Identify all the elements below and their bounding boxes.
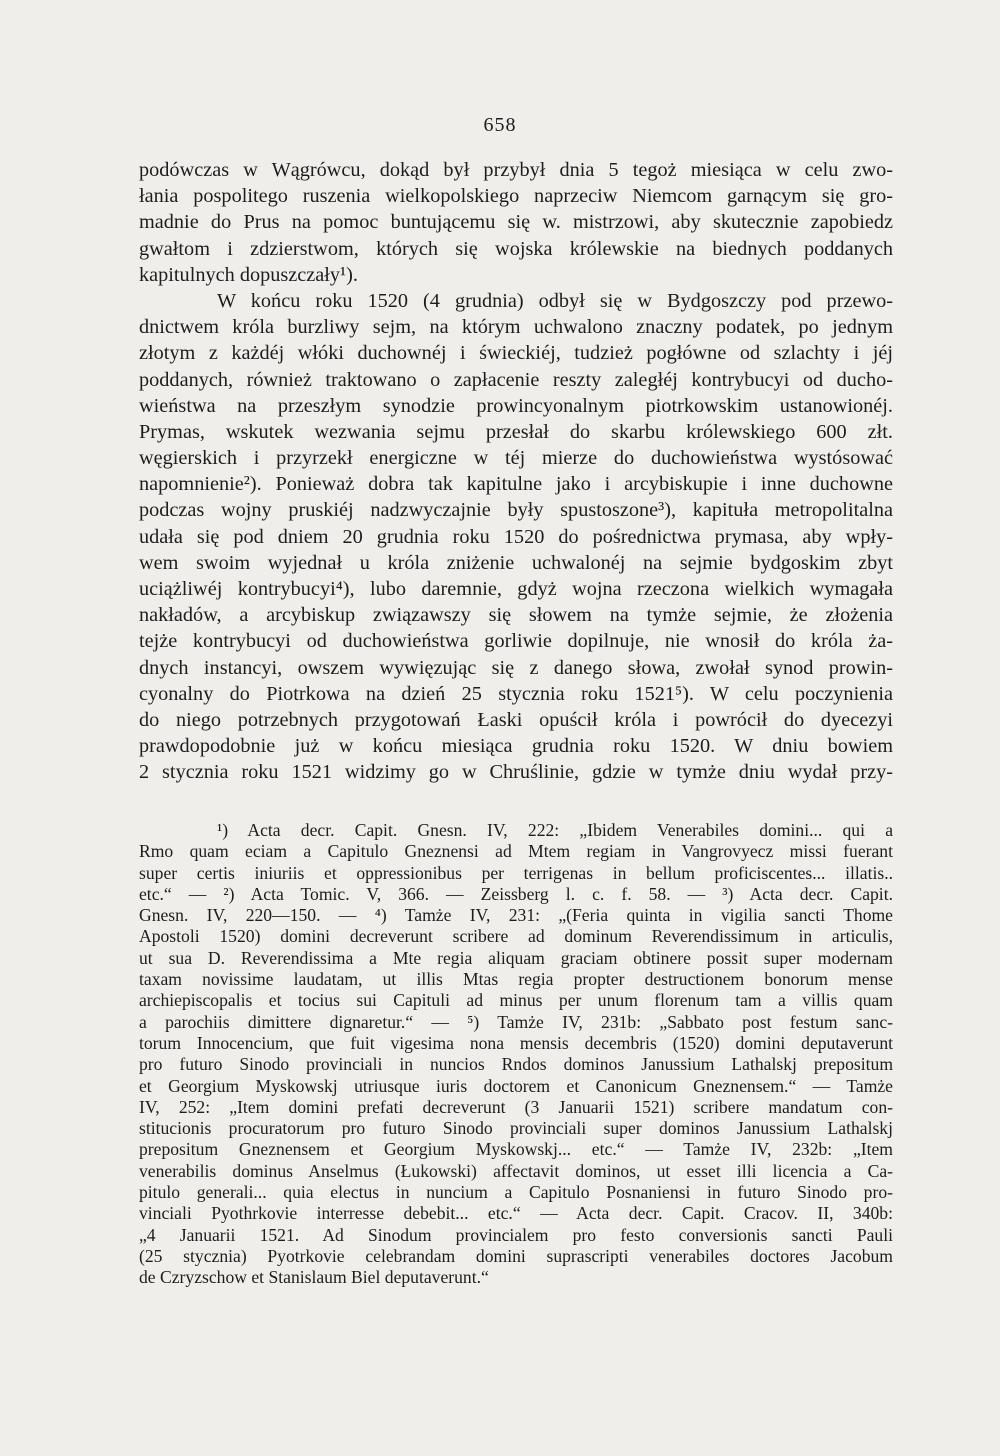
- text-line: dnictwem króla burzliwy sejm, na którym uchwalono znaczny podatek, po jednym: [139, 316, 893, 339]
- footnote-line: Apostoli 1520) domini decreverunt scribere ad dominum Reverendissimum in articulis,: [139, 926, 893, 947]
- footnote-line: Rmo quam eciam a Capitulo Gneznensi ad Mtem regiam in Vangrovyecz missi fuerant: [139, 841, 893, 862]
- footnote-line: et Georgium Myskowskj utriusque iuris doctorem et Canonicum Gneznensem.“ — Tamże: [139, 1075, 893, 1096]
- text-line: udała się pod dniem 20 grudnia roku 1520 do pośrednictwa prymasa, aby wpły-: [139, 525, 893, 548]
- footnote-line: de Czryzschow et Stanislaum Biel deputaverunt.“: [139, 1267, 489, 1288]
- footnote-line: a parochiis dimittere dignaretur.“ — ⁵) Tamże IV, 231b: „Sabbato post festum sanc-: [139, 1011, 893, 1032]
- text-line: poddanych, również traktowano o zapłacenie reszty zaległéj kontrybucyi od ducho-: [139, 368, 893, 391]
- footnote-line: prepositum Gneznensem et Georgium Myskowskj... etc.“ — Tamże IV, 232b: „Item: [139, 1139, 893, 1160]
- footnote-line: „4 Januarii 1521. Ad Sinodum provincialem pro festo conversionis sancti Pauli: [139, 1224, 893, 1245]
- page-number: 658: [483, 114, 517, 136]
- text-line: do niego potrzebnych przygotowań Łaski opuścił króla i powrócił do dyecezyi: [139, 708, 893, 731]
- text-line: cyonalny do Piotrkowa na dzień 25 stycznia roku 1521⁵). W celu poczynienia: [139, 682, 893, 705]
- text-line: uciążliwéj kontrybucyi⁴), lubo daremnie, gdyż wojna rzeczona wielkich wymagała: [139, 578, 893, 600]
- text-line: kapitulnych dopuszczały¹).: [139, 263, 358, 286]
- footnote-line: archiepiscopalis et tocius sui Capituli ad minus per unum florenum tam a villis quam: [139, 990, 893, 1011]
- text-line: łania pospolitego ruszenia wielkopolskiego naprzeciw Niemcom garnącym się gro-: [139, 185, 893, 208]
- text-line: Prymas, wskutek wezwania sejmu przesłał do skarbu królewskiego 600 złt.: [139, 420, 893, 443]
- text-line: wem swoim wyjednał u króla zniżenie uchwalonéj na sejmie bydgoskim zbyt: [139, 551, 893, 574]
- footnote-line: super certis iniuriis et oppressionibus per terrigenas in bellum proficiscentes... illatis..: [139, 862, 893, 883]
- footnote-line: stitucionis procuratorum pro futuro Sinodo provinciali super dominos Janussium Lathalskj: [139, 1118, 893, 1139]
- footnotes-block: [139, 820, 893, 1289]
- main-text-block: [139, 157, 893, 786]
- footnote-line: venerabilis dominus Anselmus (Łukowski) affectavit dominos, ut esset illi licencia a Ca-: [139, 1160, 893, 1181]
- footnote-line: etc.“ — ²) Acta Tomic. V, 366. — Zeissberg l. c. f. 58. — ³) Acta decr. Capit.: [139, 883, 893, 904]
- footnote-line: ¹) Acta decr. Capit. Gnesn. IV, 222: „Ibidem Venerabiles domini... qui a: [217, 820, 893, 840]
- footnote-line: vinciali Pyothrkovie interresse debebit... etc.“ — Acta decr. Capit. Cracov. II, 340b:: [139, 1203, 893, 1224]
- text-line: gwałtom i zdzierstwom, których się wojska królewskie na biednych poddanych: [139, 237, 893, 260]
- text-line: madnie do Prus na pomoc buntującemu się w. mistrzowi, aby skutecznie zapobiedz: [139, 211, 893, 234]
- text-line: nakładów, a arcybiskup związawszy się słowem na tymże sejmie, że złożenia: [139, 604, 893, 627]
- footnote-line: IV, 252: „Item domini prefati decreverunt (3 Januarii 1521) scribere mandatum con-: [139, 1096, 893, 1117]
- text-line: węgierskich i przyrzekł energiczne w téj mierze do duchowieństwa wystósować: [139, 447, 893, 470]
- text-line: 2 stycznia roku 1521 widzimy go w Chruślinie, gdzie w tymże dniu wydał przy-: [139, 761, 893, 784]
- text-line: wieństwa na przeszłym synodzie prowincyonalnym piotrkowskim ustanowionéj.: [139, 394, 893, 417]
- text-line: napomnienie²). Ponieważ dobra tak kapitulne jako i arcybiskupie i inne duchowne: [139, 473, 893, 496]
- footnote-line: pro futuro Sinodo provinciali in nuncios Rndos dominos Janussium Lathalskj prepositum: [139, 1054, 893, 1075]
- footnote-line: ut sua D. Reverendissima a Mte regia aliquam graciam obtinere possit super modernam: [139, 947, 893, 968]
- text-line: złotym z każdéj włóki duchownéj i świeckiéj, tudzież pogłówne od szlachty i jéj: [139, 342, 893, 365]
- text-line: tejże kontrybucyi od duchowieństwa gorliwie dopilnuje, nie wnosił do króla ża-: [139, 630, 893, 653]
- text-line: prawdopodobnie już w końcu miesiąca grudnia roku 1520. W dniu bowiem: [139, 735, 893, 758]
- footnote-line: Gnesn. IV, 220—150. — ⁴) Tamże IV, 231: „(Feria quinta in vigilia sancti Thome: [139, 905, 893, 926]
- text-line: dnych instancyi, owszem wywięzując się z danego słowa, zwołał synod prowin-: [139, 656, 893, 679]
- footnote-line: taxam novissime laudatam, ut illis Mtas regia propter destructionem bonorum mense: [139, 969, 893, 990]
- text-line: podczas wojny pruskiéj nadzwyczajnie były spustoszone³), kapituła metropolitalna: [139, 499, 893, 522]
- footnote-line: pitulo generali... quia electus in nuncium a Capitulo Posnaniensi in futuro Sinodo pro-: [139, 1182, 893, 1203]
- footnote-line: (25 stycznia) Pyotrkovie celebrandam domini suprascripti venerabiles doctores Jacobum: [139, 1245, 893, 1266]
- footnote-line: torum Innocencium, que fuit vigesima nona mensis decembris (1520) domini deputaverunt: [139, 1032, 893, 1053]
- text-line: W końcu roku 1520 (4 grudnia) odbył się w Bydgoszczy pod przewo-: [217, 289, 893, 312]
- text-line: podówczas w Wągrówcu, dokąd był przybył dnia 5 tegoż miesiąca w celu zwo-: [139, 159, 893, 181]
